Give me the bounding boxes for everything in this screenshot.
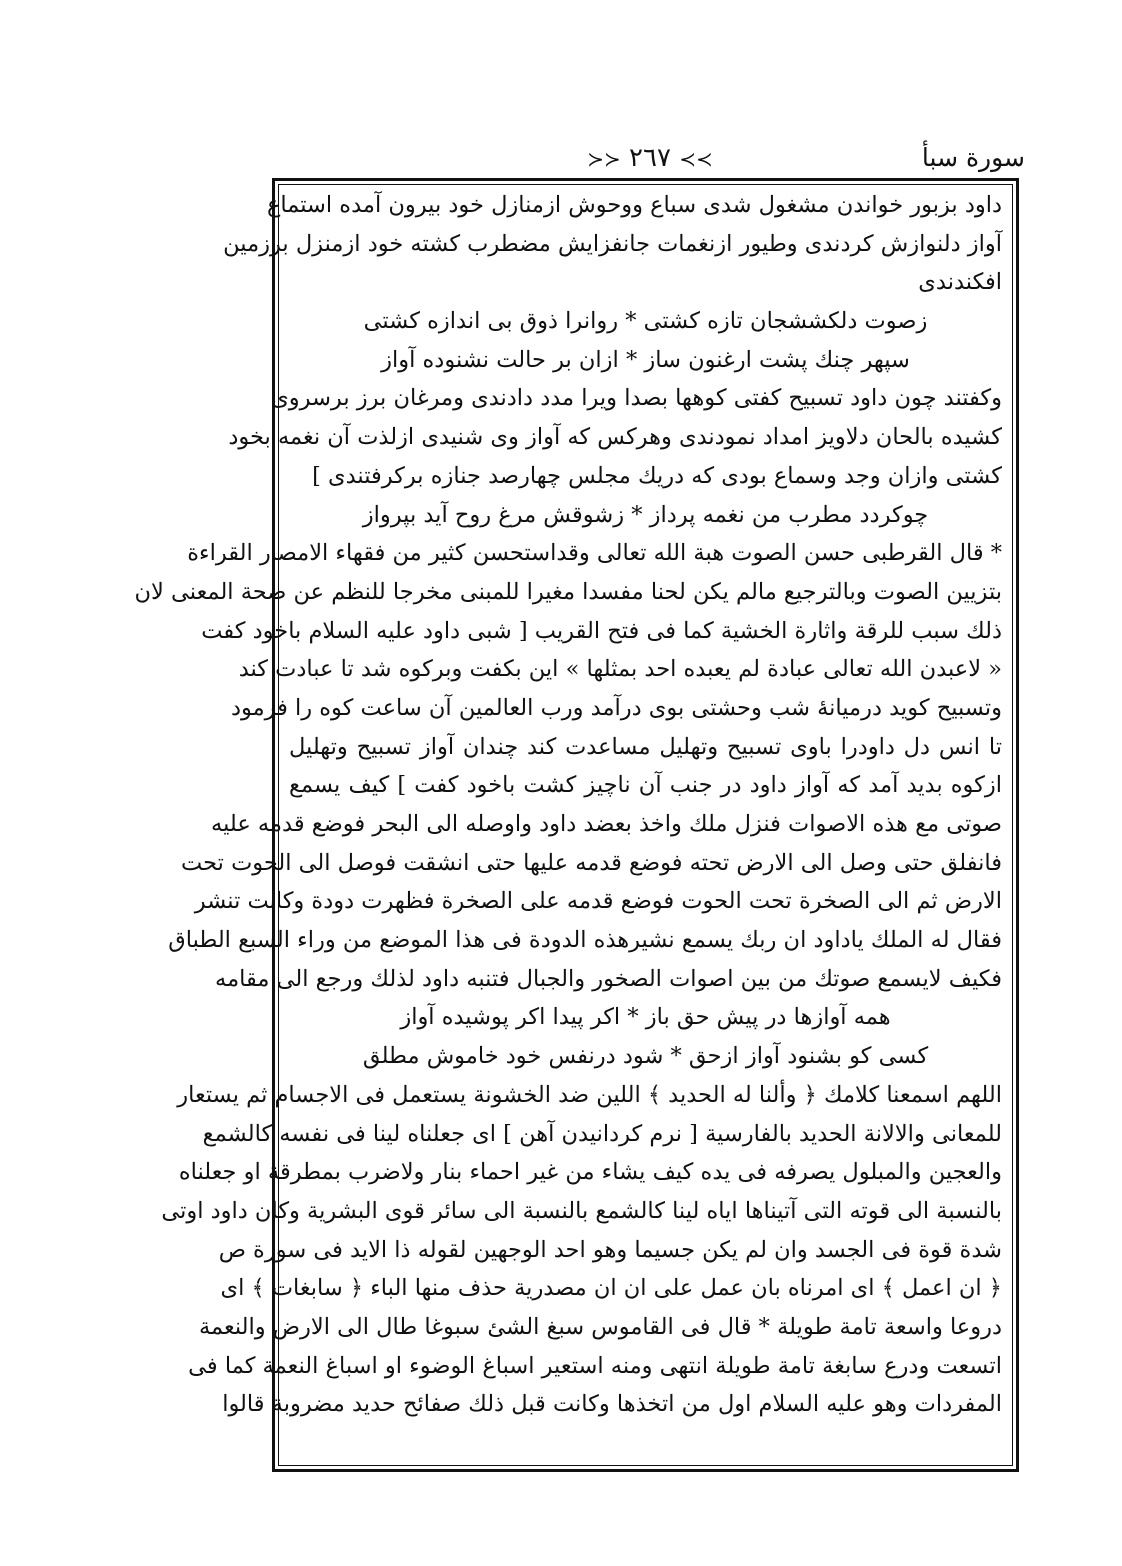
text-line: دروعا واسعة تامة طويلة * قال فى القاموس سبغ الشئ سبوغا طال الى الارض والنعمة <box>198 1313 1002 1340</box>
text-line: كشيده بالحان دلاويز امداد نمودندى وهركس كه آواز وى شنيدى ازلذت آن نغمه بخود <box>228 424 1002 451</box>
text-line: فكيف لايسمع صوتك من بين اصوات الصخور والجبال فتنبه داود لذلك ورجع الى مقامه <box>215 965 1002 992</box>
text-line: * قال القرطبى حسن الصوت هبة الله تعالى وقداستحسن كثير من فقهاء الامصار القراءة <box>187 540 1002 567</box>
text-line: فانفلق حتى وصل الى الارض تحته فوضع قدمه عليها حتى انشقت فوصل الى الحوت تحت <box>181 849 1002 876</box>
text-body <box>134 186 1002 1424</box>
text-line: ﴿ ان اعمل ﴾ اى امرناه بان عمل على ان ان مصدرية حذف منها الباء ﴿ سابغات ﴾ اى <box>220 1275 1002 1302</box>
page-header <box>275 140 1025 176</box>
text-frame <box>134 178 1019 1472</box>
verse-line: چوكردد مطرب من نغمه پرداز * زشوقش مرغ روح آيد بپرواز <box>362 501 929 528</box>
text-line: الارض ثم الى الصخرة تحت الحوت فوضع قدمه على الصخرة فظهرت دودة وكانت تنشر <box>194 888 1002 915</box>
text-line: آواز دلنوازش كردندى وطيور ازنغمات جانفزايش مضطرب كشته خود ازمنزل برزمين <box>223 230 1002 257</box>
text-line: فقال له الملك ياداود ان ربك يسمع نشيرهذه الدودة فى هذا الموضع من وراء السبع الطباق <box>168 927 1002 954</box>
surah-title: سورة سبأ <box>921 143 1025 172</box>
text-line: شدة قوة فى الجسد وان لم يكن جسيما وهو احد الوجهين لقوله ذا الايد فى سورة ص <box>218 1236 1002 1263</box>
text-line: تا انس دل داودرا باوى تسبيح وتهليل مساعدت كند چندان آواز تسبيح وتهليل <box>289 733 1002 760</box>
text-line: كشتى وازان وجد وسماع بودى كه دريك مجلس چهارصد جنازه بركرفتندى ] <box>312 462 1002 489</box>
ornament-left-icon: ≻≻ <box>587 147 621 171</box>
text-line: بتزيين الصوت وبالترجيع مالم يكن لحنا مفسدا مغيرا للمبنى مخرجا للنظم عن صحة المعنى لان <box>134 578 1002 605</box>
text-line: ذلك سبب للرقة واثارة الخشية كما فى فتح القريب [ شبى داود عليه السلام باخود كفت <box>201 617 1002 644</box>
text-line: والعجين والمبلول يصرفه فى يده كيف يشاء من غير احماء بنار ولاضرب بمطرقة او جعلناه <box>178 1159 1002 1186</box>
page-number-block <box>585 140 715 177</box>
text-line: ازكوه بديد آمد كه آواز داود در جنب آن ناچيز كشت باخود كفت ] كيف يسمع <box>289 772 1002 799</box>
text-line: صوتى مع هذه الاصوات فنزل ملك واخذ بعضد داود واوصله الى البحر فوضع قدمه عليه <box>211 811 1002 837</box>
verse-line: سپهر چنك پشت ارغنون ساز * ازان بر حالت نشنوده آواز <box>381 346 910 373</box>
page-number: ٢٦٧ <box>629 143 671 173</box>
text-line: اتسعت ودرع سابغة تامة طويلة انتهى ومنه استعير اسباغ الوضوء او اسباغ النعمة كما فى <box>188 1352 1002 1379</box>
text-line: للمعانى والالانة الحديد بالفارسية [ نرم كردانيدن آهن ] اى جعلناه لينا فى نفسه كالشمع <box>202 1120 1002 1147</box>
text-line: المفردات وهو عليه السلام اول من اتخذها وكانت قبل ذلك صفائح حديد مضروبة قالوا <box>222 1391 1002 1418</box>
text-line: اللهم اسمعنا كلامك ﴿ وألنا له الحديد ﴾ اللين ضد الخشونة يستعمل فى الاجسام ثم يستعار <box>177 1081 1002 1108</box>
verse-line: زصوت دلكششجان تازه كشتى * روانرا ذوق بى اندازه كشتى <box>363 308 928 335</box>
verse-line: كسى كو بشنود آواز ازحق * شود درنفس خود خاموش مطلق <box>362 1043 929 1070</box>
verse-line: همه آوازها در پيش حق باز * اكر پيدا اكر پوشيده آواز <box>400 1004 891 1031</box>
text-line: وتسبيح كويد درميانهٔ شب وحشتى بوى درآمد ورب العالمين آن ساعت كوه را فرمود <box>230 694 1002 721</box>
text-line: افكندندى <box>918 269 1002 296</box>
text-line: داود بزبور خواندن مشغول شدى سباع ووحوش ازمنازل خود بيرون آمده استماع <box>266 192 1002 218</box>
text-line: بالنسبة الى قوته التى آتيناها اياه لينا كالشمع بالنسبة الى سائر قوى البشرية وكان داود اوتى <box>161 1197 1002 1224</box>
text-line: وكفتند چون داود تسبيح كفتى كوهها بصدا ويرا مدد دادندى ومرغان برز برسروى <box>271 385 1002 412</box>
text-line: « لاعبدن الله تعالى عبادة لم يعبده احد بمثلها » اين بكفت وبركوه شد تا عبادت كند <box>238 656 1002 683</box>
ornament-right-icon: ≺≺ <box>679 147 713 171</box>
